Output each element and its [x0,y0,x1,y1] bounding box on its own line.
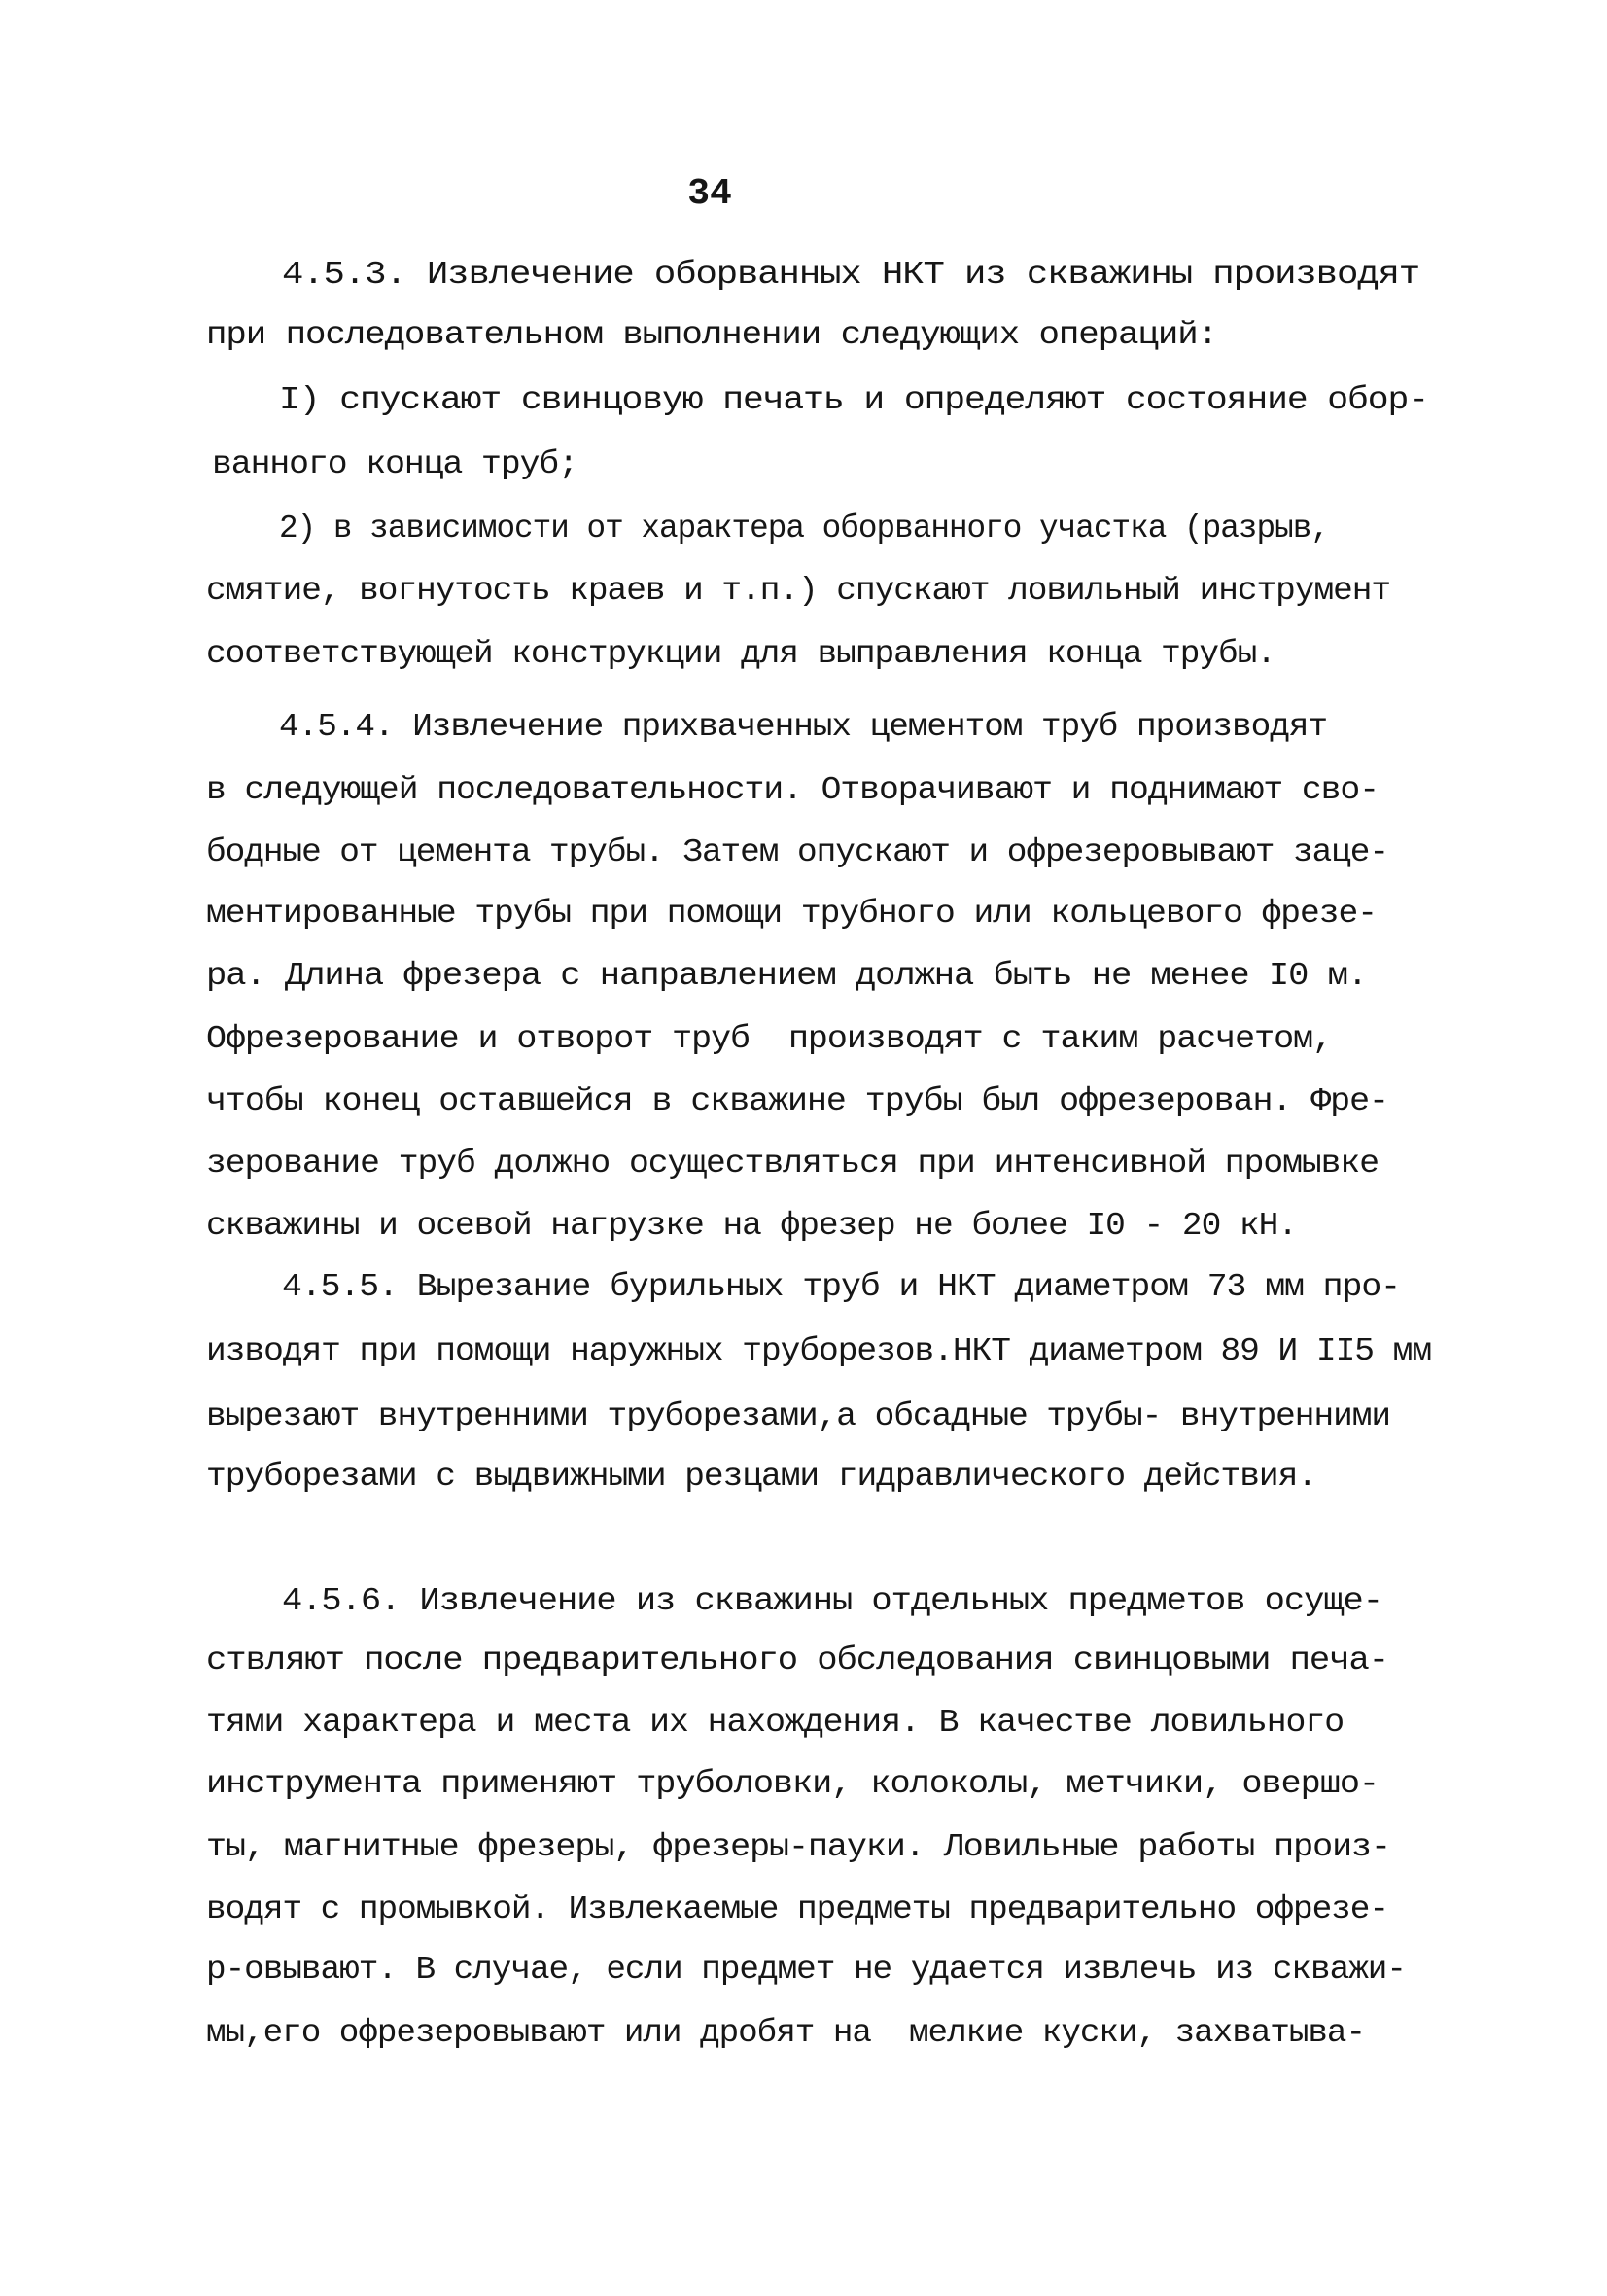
text-line: 4.5.4. Извлечение прихваченных цементом труб производят [279,709,1328,746]
text-line: бодные от цемента трубы. Затем опускают и офрезеровывают заце- [206,834,1389,871]
text-line: инструмента применяют труболовки, колоколы, метчики, овершо- [206,1766,1380,1803]
text-line: р-овывают. В случае, если предмет не удается извлечь из скважи- [206,1952,1406,1989]
text-line: скважины и осевой нагрузке на фрезер не более I0 - 20 кН. [206,1208,1297,1245]
text-line: вырезают внутренними труборезами,а обсадные трубы- внутренними [206,1398,1391,1435]
text-line: ра. Длина фрезера с направлением должна быть не менее I0 м. [206,958,1368,995]
text-line: изводят при помощи наружных труборезов.НКТ диаметром 89 И II5 мм [206,1333,1432,1370]
text-line: при последовательном выполнении следующих операций: [206,317,1218,354]
text-line: ты, магнитные фрезеры, фрезеры-пауки. Ловильные работы произ- [206,1829,1390,1866]
text-line: водят с промывкой. Извлекаемые предметы предварительно офрезе- [206,1891,1389,1928]
text-line: чтобы конец оставшейся в скважине трубы был офрезерован. Фре- [206,1083,1389,1120]
text-line: в следующей последовательности. Отворачивают и поднимают сво- [206,772,1379,809]
text-line: ментированные трубы при помощи трубного или кольцевого фрезе- [206,896,1378,933]
text-line: ствляют после предварительного обследования свинцовыми печа- [206,1643,1389,1679]
text-line: соответствующей конструкции для выправления конца трубы. [206,636,1275,673]
text-line: смятие, вогнутость краев и т.п.) спускают ловильный инструмент [206,573,1391,610]
text-line: 4.5.5. Вырезание бурильных труб и НКТ диаметром 73 мм про- [282,1269,1400,1306]
text-line: 4.5.6. Извлечение из скважины отдельных предметов осуще- [282,1583,1382,1620]
text-line: труборезами с выдвижными резцами гидравлического действия. [206,1459,1317,1496]
text-line: 4.5.3. Извлечение оборванных НКТ из скважины производят [282,257,1420,294]
text-line: ванного конца труб; [212,446,577,483]
text-line: 2) в зависимости от характера оборванного участка (разрыв, [279,511,1329,548]
text-line: мы,его офрезеровывают или дробят на мелкие куски, захватыва- [206,2015,1365,2052]
text-line: I) спускают свинцовую печать и определяют состояние обор- [279,382,1428,419]
text-line: тями характера и места их нахождения. В качестве ловильного [206,1705,1345,1742]
text-line: Офрезерование и отворот труб производят с таким расчетом, [206,1021,1332,1058]
text-line: зерование труб должно осуществляться при интенсивной промывке [206,1146,1379,1183]
page-number: 34 [687,173,732,215]
